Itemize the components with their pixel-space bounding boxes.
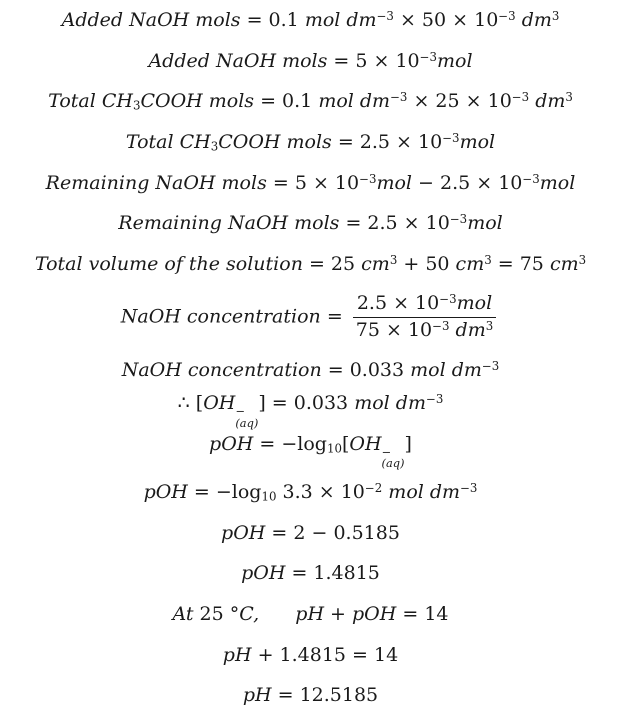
math-run: [	[341, 432, 350, 455]
superscript: −3	[449, 212, 468, 227]
math-run: = 2.5 × 10	[339, 212, 450, 235]
superscript: 3	[484, 252, 492, 267]
superscript: −3	[498, 9, 516, 24]
sup-sub-stack	[235, 403, 259, 430]
math-run: pH	[295, 603, 325, 626]
math-run: pOH	[221, 521, 266, 544]
math-run: At	[172, 603, 194, 626]
ph-poh-relation	[0, 594, 621, 635]
math-run: mol	[376, 171, 412, 194]
naoh-concentration-result	[0, 350, 621, 391]
math-run: mol	[437, 49, 473, 72]
math-run: = 0.1	[240, 9, 305, 32]
math-run: − 2.5 × 10	[412, 171, 523, 194]
remaining-naoh-mols-result	[0, 203, 621, 244]
superscript: 3	[389, 252, 398, 267]
equation-content	[243, 684, 378, 706]
math-run: Total volume of the solution	[34, 252, 303, 275]
poh-arithmetic	[0, 513, 621, 554]
superscript: −3	[442, 131, 460, 146]
equation-content	[223, 644, 398, 666]
equation-content	[209, 433, 412, 471]
math-run: Added NaOH mols	[148, 49, 328, 72]
math-run: mol	[456, 291, 493, 314]
superscript: −	[381, 444, 392, 459]
remaining-naoh-mols-calc	[0, 162, 621, 203]
math-run: Remaining NaOH mols	[45, 171, 267, 194]
naoh-concentration-fraction	[0, 284, 621, 350]
math-run: mol dm	[304, 9, 377, 32]
superscript: −3	[511, 90, 530, 105]
fraction-denominator	[352, 318, 497, 343]
math-run: NaOH concentration	[120, 305, 321, 328]
superscript: 3	[578, 252, 587, 267]
math-run: mol dm	[410, 359, 482, 382]
equation-content	[241, 562, 380, 584]
hydroxide-concentration	[0, 391, 621, 432]
equation-content	[62, 9, 560, 31]
math-run: COOH mols	[140, 90, 255, 113]
math-run: = 25	[302, 252, 362, 275]
math-run: pOH	[241, 562, 286, 585]
equation-content	[118, 212, 502, 234]
poh-result	[0, 553, 621, 594]
superscript: −3	[522, 171, 540, 186]
superscript: 3	[485, 318, 494, 333]
math-run: 2.5 × 10	[356, 291, 440, 314]
subscript: 10	[261, 489, 277, 504]
math-run: = −log	[187, 481, 262, 504]
ph-result	[0, 675, 621, 716]
math-run: pOH	[143, 481, 188, 504]
math-run: OH	[349, 432, 382, 455]
superscript: −	[235, 403, 245, 418]
math-run: ] = 0.033	[258, 392, 355, 415]
math-run: ]	[404, 432, 412, 455]
math-run: = 5 × 10	[327, 49, 420, 72]
math-run: mol dm	[382, 481, 461, 504]
equation-content	[172, 603, 448, 625]
equation-content	[121, 292, 500, 343]
equation-content	[46, 172, 576, 194]
math-run: = 0.1	[254, 90, 319, 113]
math-run: C,	[239, 603, 260, 626]
subscript: 10	[326, 441, 342, 456]
math-run: 3.3 × 10	[276, 481, 365, 504]
math-run: Total CH	[125, 131, 211, 154]
fraction-numerator	[353, 292, 496, 318]
math-run: pH	[222, 643, 252, 666]
math-run: cm	[549, 252, 579, 275]
superscript: −3	[439, 292, 457, 307]
superscript: 3	[565, 90, 573, 105]
math-run: cm	[455, 252, 485, 275]
added-naoh-mols-calc	[0, 0, 621, 41]
math-run: pH	[242, 684, 272, 707]
math-run: Remaining NaOH mols	[118, 212, 340, 235]
math-run: OH	[203, 392, 236, 415]
equation-content	[144, 481, 478, 503]
superscript: −2	[364, 481, 383, 496]
fraction	[352, 292, 497, 343]
math-run: dm	[529, 90, 566, 113]
math-run: + 50	[397, 252, 456, 275]
math-run: = 14	[396, 603, 449, 626]
subscript: 3	[210, 139, 219, 154]
math-run: NaOH concentration	[121, 359, 322, 382]
math-run: mol	[467, 212, 503, 235]
equation-content	[178, 392, 444, 430]
superscript: −3	[419, 50, 437, 65]
math-run: = 12.5185	[271, 684, 379, 707]
math-run: = 2.5 × 10	[331, 131, 443, 154]
math-run: pOH	[209, 432, 254, 455]
ph-substitution	[0, 634, 621, 675]
math-run: = 5 × 10	[266, 171, 360, 194]
superscript: −3	[359, 171, 377, 186]
math-run: 75 × 10	[355, 318, 433, 341]
math-run: pOH	[352, 603, 397, 626]
math-run: mol dm	[318, 90, 391, 113]
math-run: dm	[449, 318, 486, 341]
math-run: mol	[459, 131, 496, 154]
superscript: −3	[376, 9, 394, 24]
superscript: −3	[481, 359, 500, 374]
superscript: 3	[551, 9, 560, 24]
added-naoh-mols-result	[0, 41, 621, 82]
superscript: −3	[390, 90, 408, 105]
poh-substitution	[0, 472, 621, 513]
math-run: = 2 − 0.5185	[265, 521, 400, 544]
equation-content	[122, 359, 500, 381]
math-run: = −log	[253, 432, 327, 455]
math-run: × 50 × 10	[393, 9, 499, 32]
superscript: −3	[460, 481, 478, 496]
math-run: Total CH	[48, 90, 133, 113]
math-run: 25 °	[193, 603, 240, 626]
total-ch3cooh-mols-calc	[0, 81, 621, 122]
math-run: = 1.4815	[285, 562, 380, 585]
equation-content	[221, 522, 400, 544]
subscript: (aq)	[381, 456, 405, 471]
total-volume	[0, 244, 621, 285]
equation-content	[48, 90, 573, 112]
math-run: Added NaOH mols	[61, 9, 241, 32]
math-run: COOH mols	[218, 131, 332, 154]
poh-definition	[0, 431, 621, 472]
subscript: (aq)	[235, 415, 259, 430]
math-run: cm	[361, 252, 390, 275]
sup-sub-stack	[381, 444, 405, 471]
subscript: 3	[132, 99, 141, 114]
math-run: ∴ [	[177, 392, 204, 415]
superscript: −3	[425, 392, 444, 407]
math-run: = 0.033	[321, 359, 411, 382]
math-run: + 1.4815 = 14	[251, 643, 399, 666]
equation-content	[35, 253, 586, 275]
equation-content	[126, 131, 495, 153]
math-run: × 25 × 10	[407, 90, 512, 113]
math-run: +	[324, 603, 353, 626]
total-ch3cooh-mols-result	[0, 122, 621, 163]
equation-content	[148, 50, 472, 72]
math-run: mol	[539, 171, 576, 194]
math-run: mol dm	[354, 392, 426, 415]
math-run: dm	[515, 9, 552, 32]
math-run: =	[320, 305, 349, 328]
superscript: −3	[432, 318, 450, 333]
math-run: = 75	[491, 252, 550, 275]
